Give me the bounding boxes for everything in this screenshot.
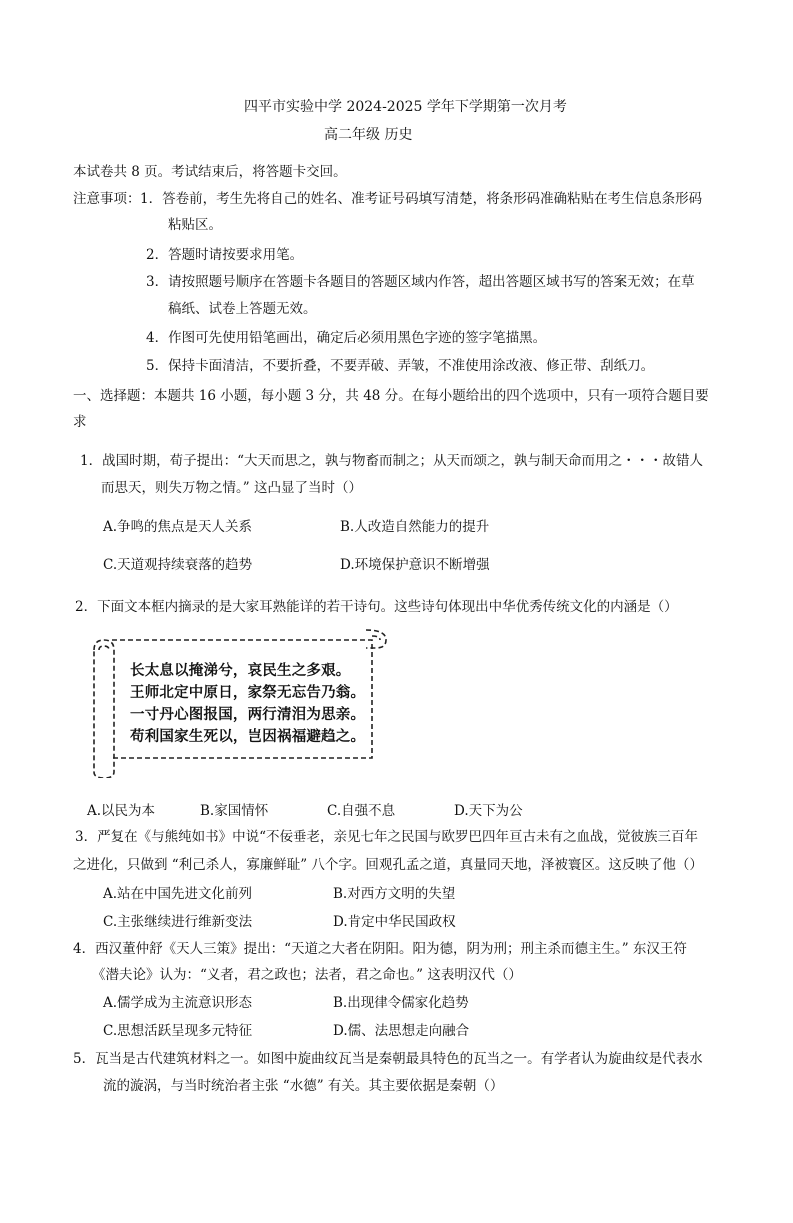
note-number: 3．: [146, 274, 169, 290]
q3-option-c: C.主张继续进行维新变法: [103, 914, 253, 930]
note-text: 保持卡面清洁，不要折叠，不要弄破、弄皱，不准使用涂改液、修正带、刮纸刀。: [168, 358, 655, 374]
note-text: 答题时请按要求用笔。: [168, 247, 304, 263]
note-item-3-cont: 稿纸、试卷上答题无效。: [168, 301, 317, 317]
note-number: 2．: [146, 247, 169, 263]
note-item-2: [146, 243, 303, 263]
question-3-stem: 3．严复在《与熊纯如书》中说“不佞垂老，亲见七年之民国与欧罗巴四年亘古未有之血战，觉彼族三百年: [75, 829, 698, 845]
note-text: 作图可先使用铅笔画出，确定后必须用黑色字迹的签字笔描黑。: [168, 330, 547, 346]
q2-option-b: B.家国情怀: [200, 803, 269, 819]
note-number: 5．: [146, 358, 169, 374]
note-number: 4．: [146, 330, 169, 346]
q3-option-b: B.对西方文明的失望: [333, 886, 456, 902]
question-4-stem: 4．西汉董仲舒《天人三策》提出：“天道之大者在阴阳。阳为德，阴为刑；刑主杀而德主生。” 东汉王符: [73, 941, 687, 957]
q4-option-c: C.思想活跃呈现多元特征: [103, 1023, 253, 1039]
q1-option-b: B.人改造自然能力的提升: [340, 519, 490, 535]
note-text: 请按照题号顺序在答题卡各题目的答题区域内作答，超出答题区域书写的答案无效；在草: [168, 274, 695, 290]
question-1-stem: 1．战国时期，荀子提出：“大天而思之，孰与物畜而制之；从天而颂之，孰与制天命而用之・・・故错人: [80, 453, 703, 469]
q2-option-a: A.以民为本: [87, 803, 156, 819]
q4-option-d: D.儒、法思想走向融合: [333, 1023, 470, 1039]
poem-line-3: 一寸丹心图报国，两行清泪为思亲。: [130, 706, 366, 723]
question-2-stem: 2．下面文本框内摘录的是大家耳熟能详的若干诗句。这些诗句体现出中华优秀传统文化的内涵是（）: [75, 599, 678, 615]
note-number: 1．: [140, 191, 163, 207]
poem-scroll-box: [90, 628, 390, 778]
poem-line-1: 长太息以掩涕兮，哀民生之多艰。: [130, 662, 351, 679]
q2-option-d: D.天下为公: [454, 803, 523, 819]
intro-text: 本试卷共 8 页。考试结束后，将答题卡交回。: [73, 164, 347, 180]
note-item-3: [146, 270, 695, 290]
q3-option-a: A.站在中国先进文化前列: [103, 886, 253, 902]
q2-option-c: C.自强不息: [327, 803, 396, 819]
note-item-1-cont: 粘贴区。: [168, 217, 222, 233]
note-text: 答卷前，考生先将自己的姓名、准考证号码填写清楚，将条形码准确粘贴在考生信息条形码: [162, 191, 703, 207]
section-heading: 一、选择题：本题共 16 小题，每小题 3 分，共 48 分。在每小题给出的四个选项中，只有一项符合题目要: [73, 388, 709, 404]
note-item-1: [140, 187, 702, 207]
question-5-stem: 5．瓦当是古代建筑材料之一。如图中旋曲纹瓦当是秦朝最具特色的瓦当之一。有学者认为旋曲纹是代表水: [73, 1051, 703, 1067]
question-5-stem-cont: 流的漩涡，与当时统治者主张 “水德” 有关。其主要依据是秦朝（）: [103, 1078, 504, 1094]
exam-subtitle: 高二年级 历史: [324, 127, 413, 143]
note-item-4: [146, 326, 546, 346]
question-4-stem-cont: 《潜夫论》认为：“义者，君之政也；法者，君之命也。” 这表明汉代（）: [92, 967, 522, 983]
q1-option-c: C.天道观持续衰落的趋势: [103, 557, 253, 573]
q1-option-d: D.环境保护意识不断增强: [340, 557, 490, 573]
note-item-5: [146, 354, 654, 374]
section-heading-cont: 求: [73, 414, 87, 430]
question-3-stem-cont: 之进化，只做到 “利己杀人，寡廉鲜耻” 八个字。回观孔孟之道，真量同天地，泽被寰区。这反映了他（）: [73, 857, 703, 873]
q4-option-a: A.儒学成为主流意识形态: [103, 995, 253, 1011]
exam-title: 四平市实验中学 2024-2025 学年下学期第一次月考: [244, 99, 567, 115]
notes-label: 注意事项：: [73, 191, 141, 207]
poem-line-4: 苟利国家生死以，岂因祸福避趋之。: [130, 728, 366, 745]
q1-option-a: A.争鸣的焦点是天人关系: [103, 519, 253, 535]
poem-line-2: 王师北定中原日，家祭无忘告乃翁。: [130, 684, 366, 701]
q4-option-b: B.出现律令儒家化趋势: [333, 995, 469, 1011]
q3-option-d: D.肯定中华民国政权: [333, 914, 456, 930]
question-1-stem-cont: 而思天，则失万物之情。” 这凸显了当时（）: [101, 480, 362, 496]
